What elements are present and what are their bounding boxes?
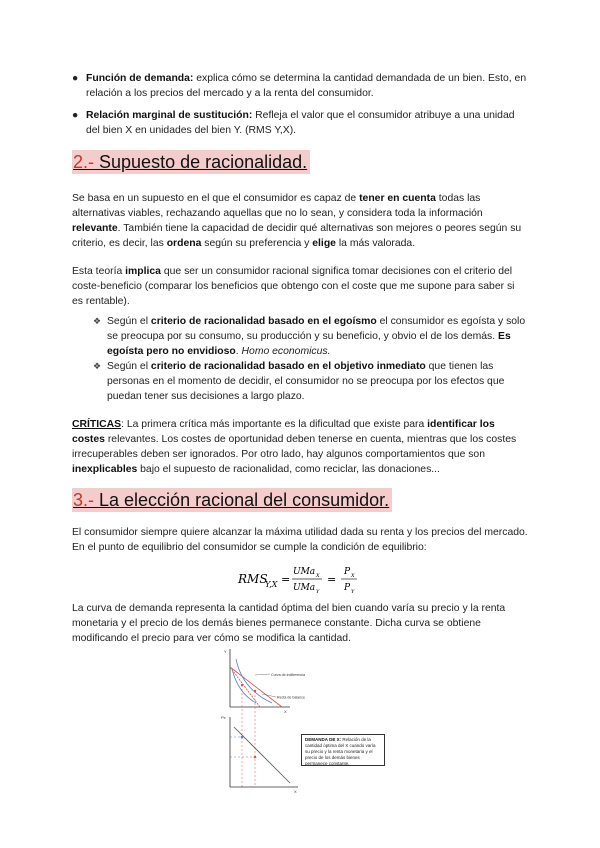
note-text: Relación de la cantidad óptima del X cuando varía su precio y la renta monetaria y el precio de los demás bienes permanece constante.	[305, 737, 376, 766]
criticas-label: CRÍTICAS	[72, 419, 122, 430]
formula-num1: UMa	[293, 567, 316, 577]
bullet-icon: ●	[72, 73, 79, 84]
bold-run: elige	[312, 238, 336, 249]
note-title: DEMANDA DE X:	[305, 737, 342, 742]
bottom-x-label: X	[294, 789, 297, 794]
demand-note-box	[301, 734, 385, 766]
indifference-curve	[236, 659, 272, 703]
bold-run: implica	[125, 266, 161, 277]
formula-num2: P	[344, 567, 351, 577]
paragraph	[72, 525, 528, 555]
text-run: el consumidor es egoísta y solo se preocupa por su consumo, su producción y su beneficio, y obvio el de los demás.	[107, 316, 526, 342]
paragraph	[72, 601, 528, 646]
section-heading	[72, 150, 310, 174]
formula-den1-sub: Y	[316, 589, 320, 595]
bold-run: Es egoísta pero no envidioso	[107, 331, 511, 357]
label-leader	[255, 674, 270, 675]
section-heading	[72, 488, 392, 512]
formula-num1-sub: X	[316, 573, 320, 579]
section-title: La elección racional del consumidor.	[94, 490, 390, 510]
diamond-bullet-icon: ❖	[93, 316, 102, 326]
text-run: todas las alternativas viables, rechazando aquellas que no lo sean, y considera toda la información	[72, 193, 483, 219]
formula-den2: P	[344, 583, 351, 593]
text-run: Esta teoría	[72, 266, 126, 277]
demand-point	[254, 756, 257, 759]
text-run: relevantes. Los costes de oportunidad deben tenerse en cuenta, mientras que los costes irrecuperables deben ser ignorados. Por otro lado, hay algunos comportamientos que son	[72, 434, 517, 460]
section-number: 3.-	[73, 490, 95, 510]
formula-lhs: RMS	[238, 572, 268, 586]
demand-point	[241, 736, 244, 739]
equilibrium-formula	[236, 561, 366, 597]
demand-curve	[234, 727, 290, 783]
bold-run: identificar los costes	[72, 419, 495, 445]
formula-equals: =	[327, 573, 337, 586]
formula-den2-sub: Y	[351, 589, 355, 595]
paragraph	[72, 417, 528, 477]
text-run: Según el	[107, 316, 151, 327]
text-run: que ser un consumidor racional significa tomar decisiones con el criterio del coste-beneficio (comparar los beneficios que obtengo con el coste que me supone para saber si es rentable).	[72, 266, 515, 307]
text-run: La curva de demanda representa la cantidad óptima del bien cuando varía su precio y la renta monetaria y el precio de los demás bienes permanece constante. Dicha curva se obtiene modificando el precio para ver cómo se modifica la cantidad.	[72, 603, 506, 644]
text-run: Según el	[107, 361, 151, 372]
text-run: : La primera crítica más importante es la dificultad que existe para	[121, 419, 428, 430]
bold-run: inexplicables	[72, 464, 138, 475]
text-run: que tienen las personas en el momento de decidir, el consumidor no se preocupa por los efectos que puedan tener sus decisiones a largo plazo.	[107, 361, 505, 402]
text-run: .	[235, 346, 242, 357]
top-y-label: Y	[224, 649, 227, 654]
recta-label: Recta de balance	[277, 695, 305, 700]
term: Relación marginal de sustitución:	[86, 110, 253, 121]
definition: Refleja el valor que el consumidor atribuye a una unidad del bien X en unidades del bien Y. (RMS Y,X).	[86, 110, 515, 136]
term: Función de demanda:	[86, 73, 194, 84]
diamond-bullet-icon: ❖	[93, 361, 102, 371]
bold-run: relevante	[72, 223, 118, 234]
bold-run: ordena	[166, 238, 202, 249]
text-run: El consumidor siempre quiere alcanzar la máxima utilidad dada su renta y los precios del mercado. En el punto de equilibrio del consumidor se cumple la condición de equilibrio:	[72, 527, 528, 553]
italic-run: Homo economicus.	[241, 346, 331, 357]
text-run: Se basa en un supuesto en el que el consumidor es capaz de	[72, 193, 360, 204]
bottom-y-label: Px	[221, 715, 226, 720]
section-number: 2.-	[73, 152, 95, 172]
formula-equals: =	[281, 573, 291, 586]
formula-num2-sub: X	[351, 573, 355, 579]
bullet-icon: ●	[72, 110, 79, 121]
definition: explica cómo se determina la cantidad demandada de un bien. Esto, en relación a los precios del mercado y a la renta del consumidor.	[86, 73, 527, 99]
text-run: según su preferencia y	[201, 238, 313, 249]
bold-run: tener en cuenta	[359, 193, 436, 204]
paragraph	[72, 191, 528, 251]
formula-lhs-sub: Y,X	[265, 580, 278, 589]
paragraph	[72, 264, 528, 309]
top-x-label: X	[284, 709, 287, 714]
formula-den1: UMa	[293, 583, 316, 593]
text-run: . También tiene la capacidad de decidir qué alternativas son mejores o peores según su criterio, es decir, las	[72, 223, 522, 249]
text-run: la más valorada.	[335, 238, 416, 249]
bold-run: criterio de racionalidad basado en el objetivo inmediato	[150, 361, 426, 372]
text-run: bajo el supuesto de racionalidad, como reciclar, las donaciones...	[137, 464, 440, 475]
section-title: Supuesto de racionalidad.	[94, 152, 308, 172]
bold-run: criterio de racionalidad basado en el egoísmo	[150, 316, 377, 327]
curva-label: Curva de indiferencia	[271, 673, 305, 677]
